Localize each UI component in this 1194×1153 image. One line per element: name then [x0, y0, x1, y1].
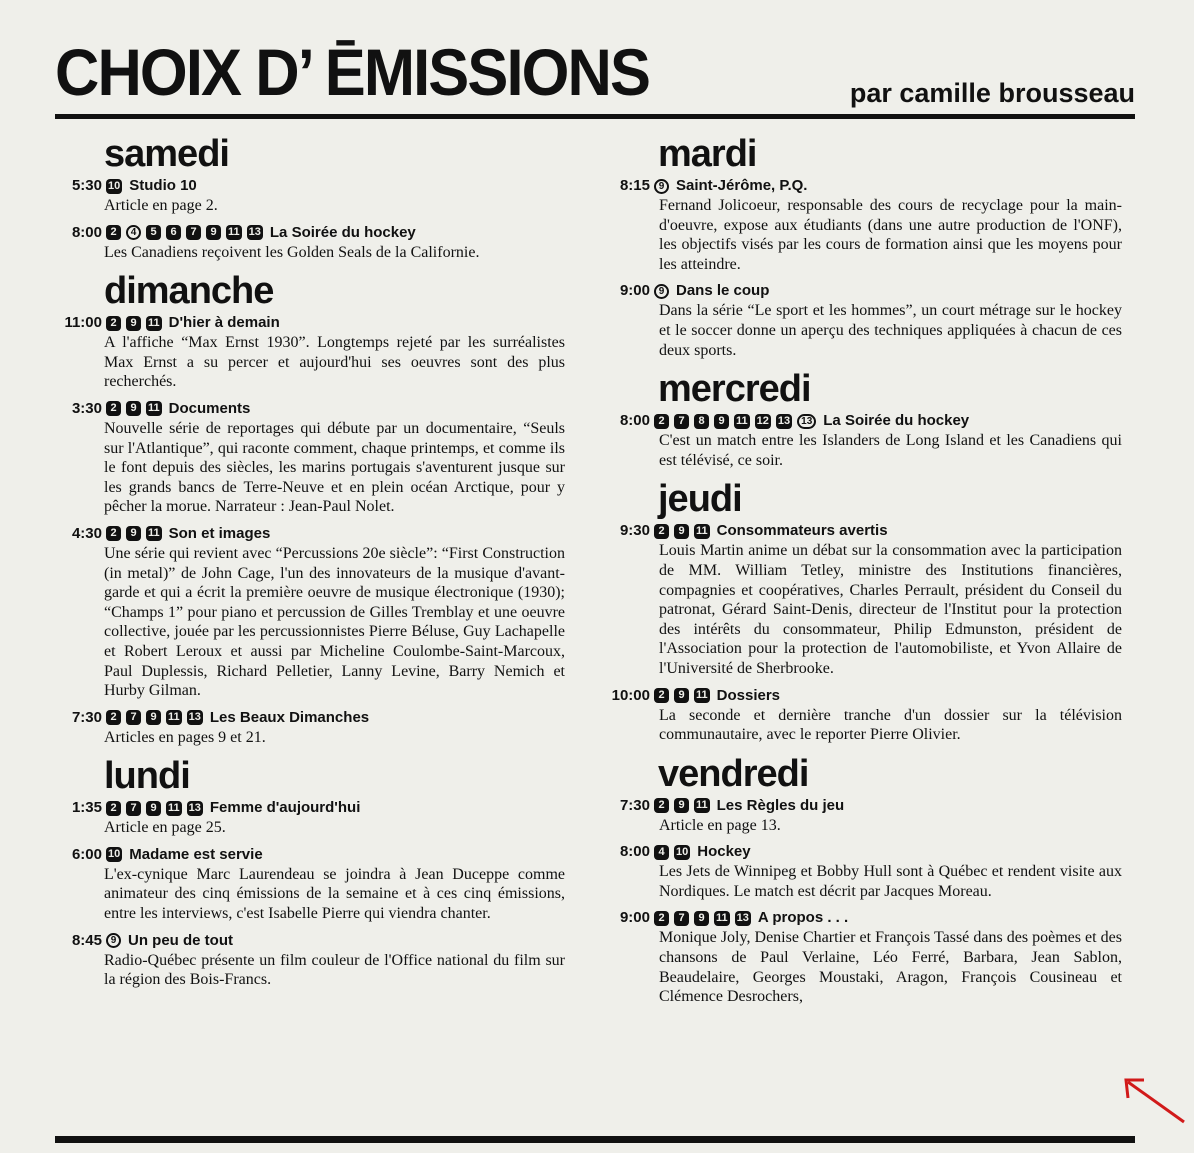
listing-entry — [62, 524, 565, 701]
description-text: A l'affiche “Max Ernst 1930”. Longtemps rejeté par les surréalistes Max Ernst a su percer et aujourd'hui ses oeuvres sont des plus recherchés. — [104, 334, 565, 391]
channel-badge: 11 — [168, 711, 180, 724]
day-heading: mercredi — [658, 368, 811, 411]
channel-badge: 9 — [126, 401, 141, 416]
channel-badge: 2 — [654, 911, 669, 926]
listing-header — [610, 686, 1122, 706]
listing-entry — [62, 176, 565, 216]
description-text: C'est un match entre les Islanders de Long Island et les Canadiens qui est télévisé, ce soir. — [659, 432, 1122, 469]
listing-header — [62, 708, 565, 728]
bottom-rule — [55, 1136, 1135, 1143]
channel-badge: 6 — [166, 225, 181, 240]
broadcast-time: 1:35 — [71, 799, 102, 817]
channel-badge: 13 — [188, 801, 201, 814]
program-title: D'hier à demain — [168, 314, 280, 332]
channel-badge: 9 — [654, 179, 669, 194]
broadcast-time: 6:00 — [71, 845, 102, 863]
channel-badge: 2 — [106, 526, 121, 541]
program-title: La Soirée du hockey — [269, 223, 416, 241]
listing-header — [62, 176, 565, 196]
program-description — [104, 951, 565, 990]
broadcast-time: 5:30 — [71, 177, 102, 194]
listing-header — [610, 908, 1122, 928]
program-title: Studio 10 — [129, 177, 197, 194]
channel-badge: 4 — [654, 845, 669, 860]
masthead — [55, 34, 1135, 114]
program-title: Son et images — [168, 524, 271, 542]
channel-badge: 7 — [126, 801, 141, 816]
channel-badge: 11 — [736, 414, 748, 427]
broadcast-time: 4:30 — [71, 524, 102, 542]
broadcast-time: 11:00 — [64, 314, 102, 332]
listing-header — [62, 798, 565, 818]
channel-badge: 2 — [654, 798, 669, 813]
program-description — [659, 431, 1122, 470]
description-text: Article en page 2. — [104, 197, 218, 214]
broadcast-time: 7:30 — [71, 708, 102, 726]
broadcast-time: 8:00 — [619, 843, 650, 861]
description-text: Monique Joly, Denise Chartier et François Tassé dans des poèmes et des chansons de Paul Verlaine, Léo Ferré, Barbara, Jean Sablon, Beaudelaire, Georges Moustaki, Aragon, François Cousineau et Clémence Desrochers, — [659, 929, 1122, 1006]
top-rule — [55, 114, 1135, 119]
channel-badge: 11 — [168, 801, 180, 814]
program-description — [659, 301, 1122, 360]
description-text: La seconde et dernière tranche d'un dossier sur la télévision communautaire, avec le reporter Pierre Olivier. — [659, 706, 1122, 744]
channel-badge: 11 — [228, 226, 240, 239]
channel-badge: 2 — [106, 401, 121, 416]
broadcast-time: 8:15 — [619, 177, 650, 194]
description-text: Une série qui revient avec “Percussions 20e siècle”: “First Construction (in metal)” de John Cage, l'un des innovateurs de la musique d'avant-garde et qui a écrit la première oeuvre de musique électronique (1930); “Champs 1” pour piano et percussion de Gilles Tremblay et une oeuvre collective, jouée par les percussionnistes Pierre Béluse, Guy Lachapelle et Robert Leroux et aussi par Micheline Coulombe-Saint-Marcoux, Paul Duplessis, Richard Pelletier, Lanny Levine, Barry Nemich et Hurby Gilman. — [104, 544, 565, 700]
program-title: Dans le coup — [676, 282, 770, 300]
broadcast-time: 9:00 — [619, 282, 650, 300]
broadcast-time: 9:30 — [619, 522, 650, 540]
program-title: Un peu de tout — [128, 931, 233, 949]
listing-header — [610, 411, 1122, 431]
listing-header — [610, 281, 1122, 301]
day-heading: samedi — [104, 133, 229, 175]
right-column — [610, 132, 1122, 1014]
channel-badge: 13 — [797, 414, 816, 429]
broadcast-time: 7:30 — [619, 796, 650, 814]
description-text: Article en page 13. — [659, 816, 781, 834]
channel-badge: 9 — [674, 688, 689, 703]
channel-badge: 7 — [674, 414, 689, 429]
channel-badge: 7 — [674, 911, 689, 926]
listing-header — [62, 313, 565, 333]
channel-badge: 13 — [736, 911, 749, 924]
channel-badge: 2 — [654, 414, 669, 429]
program-title: Consommateurs avertis — [716, 522, 888, 540]
program-title: Dossiers — [716, 686, 781, 704]
listing-header — [62, 223, 565, 243]
channel-badge: 5 — [146, 225, 161, 240]
broadcast-time: 3:30 — [71, 399, 102, 417]
channel-badge: 11 — [716, 911, 728, 924]
description-text: Nouvelle série de reportages qui débute par un documentaire, “Seuls sur l'Atlantique”, qui raconte comment, chaque printemps, et comme ils le font depuis des siècles, les marins portugais s'aventurent jusque sur les grands bancs de Terre-Neuve et en plein océan Arctique, pour y pêcher la morue. Narrateur : Jean-Paul Nolet. — [104, 419, 565, 516]
listing-entry — [62, 798, 565, 838]
listing-entry — [62, 708, 565, 748]
listing-entry — [610, 176, 1122, 274]
channel-badge: 7 — [186, 225, 201, 240]
broadcast-time: 8:00 — [71, 223, 102, 241]
channel-badge: 7 — [126, 710, 141, 725]
channel-badge: 2 — [106, 801, 121, 816]
program-description — [104, 419, 565, 517]
listing-entry — [610, 411, 1122, 470]
description-text: Fernand Jolicoeur, responsable des cours de recyclage pour la main-d'oeuvre, expose aux étudiants (dans une autre production de l'ONF), les objectifs visés par les cours de formation ainsi que les moyens pour les atteindre. — [659, 197, 1122, 273]
channel-badge: 11 — [148, 527, 160, 540]
listing-entry — [610, 281, 1122, 360]
byline: par camille brousseau — [849, 78, 1135, 108]
program-title: La Soirée du hockey — [823, 412, 970, 430]
channel-badge: 10 — [108, 848, 121, 861]
program-description — [104, 333, 565, 392]
channel-badge: 11 — [696, 689, 708, 701]
program-description — [104, 544, 565, 701]
page-title: CHOIX D’ ĒMISSIONS — [55, 35, 650, 109]
description-text: Radio-Québec présente un film couleur de l'Office national du film sur la région des Bois-Francs. — [104, 951, 565, 989]
program-description — [659, 862, 1122, 901]
program-description — [104, 243, 565, 263]
channel-badge: 12 — [756, 414, 769, 427]
listing-header — [62, 524, 565, 544]
listing-entry — [62, 313, 565, 392]
program-description — [659, 196, 1122, 274]
program-title: Saint-Jérôme, P.Q. — [676, 177, 808, 194]
channel-badge: 10 — [108, 179, 121, 192]
channel-badge: 2 — [106, 710, 121, 725]
program-description — [104, 865, 565, 924]
description-text: L'ex-cynique Marc Laurendeau se joindra à Jean Duceppe comme animateur des cinq émissions de la semaine et à ces cinq émissions, entre les interviews, c'est Isabelle Pierre qui viendra chanter. — [104, 865, 565, 923]
listing-header — [62, 845, 565, 865]
program-description — [659, 706, 1122, 745]
channel-badge: 9 — [714, 414, 729, 429]
listing-header — [610, 176, 1122, 196]
listing-entry — [610, 686, 1122, 745]
listing-header — [610, 842, 1122, 862]
channel-badge: 2 — [106, 316, 121, 331]
channel-badge: 13 — [248, 226, 261, 239]
channel-badge: 9 — [674, 524, 689, 539]
broadcast-time: 10:00 — [611, 686, 650, 704]
channel-badge: 9 — [206, 225, 221, 240]
program-title: A propos . . . — [757, 909, 849, 927]
program-description — [659, 928, 1122, 1006]
listing-entry — [610, 908, 1122, 1006]
listing-header — [62, 399, 565, 419]
channel-badge: 10 — [676, 845, 689, 858]
listing-header — [610, 796, 1122, 816]
broadcast-time: 8:45 — [71, 931, 102, 949]
channel-badge: 9 — [674, 798, 689, 813]
channel-badge: 9 — [694, 911, 709, 926]
listing-entry — [610, 796, 1122, 836]
day-heading: vendredi — [658, 752, 809, 795]
channel-badge: 13 — [188, 711, 201, 724]
listing-entry — [62, 845, 565, 924]
listing-entry — [62, 931, 565, 990]
description-text: Louis Martin anime un débat sur la consommation avec la participation de MM. William Tetley, ministre des Institutions financières, compagnies et coopératives, Charles Perrault, président du Conseil du patronat, Gérard Saint-Denis, directeur de l'Institut pour la protection des intérêts du consommateur, Philip Edmunston, président de l'Association pour la protection de l'automobiliste, et Yvon Allaire de l'Université de Sherbrooke. — [659, 542, 1122, 677]
day-heading: mardi — [658, 133, 757, 175]
day-heading: jeudi — [658, 478, 742, 521]
description-text: Les Canadiens reçoivent les Golden Seals de la Californie. — [104, 243, 480, 261]
listing-entry — [62, 223, 565, 263]
channel-badge: 9 — [126, 316, 141, 331]
program-description — [659, 541, 1122, 678]
program-title: Madame est servie — [129, 845, 263, 863]
day-heading: lundi — [104, 755, 190, 798]
channel-badge: 9 — [146, 801, 161, 816]
description-text: Dans la série “Le sport et les hommes”, un court métrage sur le hockey et le soccer donne un aperçu des techniques appliquées à chacun de ces deux sports. — [659, 302, 1122, 359]
day-heading: dimanche — [104, 270, 274, 313]
description-text: Articles en pages 9 et 21. — [104, 728, 266, 746]
broadcast-time: 9:00 — [619, 909, 650, 927]
red-arrow-icon — [1118, 1068, 1188, 1128]
listing-entry — [610, 521, 1122, 678]
channel-badge: 13 — [777, 414, 791, 427]
listing-header — [610, 521, 1122, 541]
broadcast-time: 8:00 — [619, 412, 650, 430]
listing-header — [62, 931, 565, 951]
channel-badge: 4 — [126, 225, 141, 240]
listing-entry — [610, 842, 1122, 901]
channel-badge: 8 — [694, 414, 709, 429]
program-title: Les Règles du jeu — [716, 796, 845, 814]
left-column — [62, 132, 565, 997]
channel-badge: 11 — [148, 316, 160, 329]
program-title: Femme d'aujourd'hui — [209, 799, 361, 817]
channel-badge: 9 — [106, 933, 121, 948]
program-description — [104, 818, 565, 838]
channel-badge: 2 — [654, 524, 669, 539]
program-title: Hockey — [697, 843, 751, 861]
channel-badge: 2 — [654, 688, 669, 703]
description-text: Les Jets de Winnipeg et Bobby Hull sont à Québec et rendent visite aux Nordiques. Le match est décrit par Jacques Moreau. — [659, 863, 1122, 900]
channel-badge: 11 — [696, 524, 708, 537]
channel-badge: 9 — [654, 284, 669, 299]
program-title: Documents — [168, 399, 251, 417]
channel-badge: 9 — [146, 710, 161, 725]
channel-badge: 2 — [106, 225, 121, 240]
channel-badge: 11 — [148, 402, 160, 415]
program-title: Les Beaux Dimanches — [209, 708, 370, 726]
description-text: Article en page 25. — [104, 819, 226, 837]
program-description — [104, 728, 565, 748]
program-description — [659, 816, 1122, 836]
listing-entry — [62, 399, 565, 517]
channel-badge: 11 — [696, 799, 708, 812]
program-description — [104, 196, 565, 216]
channel-badge: 9 — [126, 526, 141, 541]
